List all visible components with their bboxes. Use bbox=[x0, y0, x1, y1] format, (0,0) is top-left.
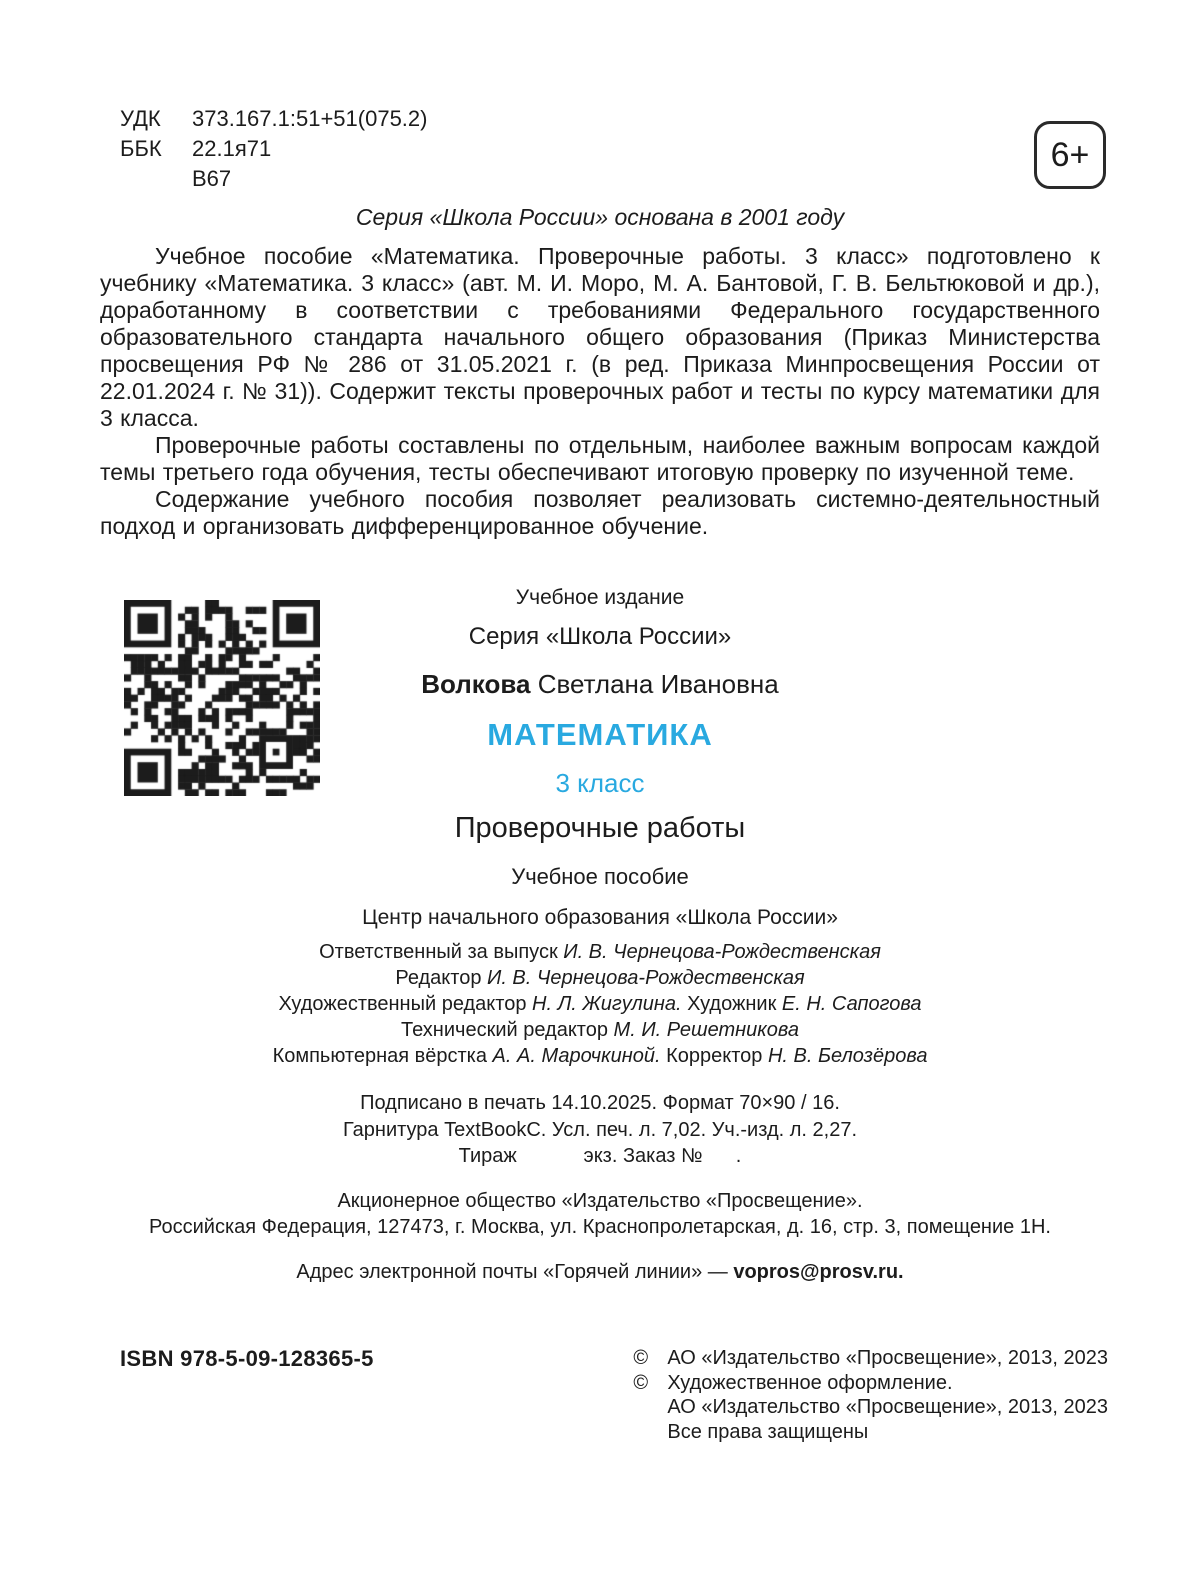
qr-code-image bbox=[124, 600, 320, 796]
credit-line bbox=[0, 965, 1200, 991]
age-rating-badge: 6+ bbox=[1034, 121, 1106, 189]
copyright-text: АО «Издательство «Просвещение», 2013, 2023 bbox=[667, 1347, 1108, 1369]
copyright-text: Художественное оформление. bbox=[667, 1371, 953, 1394]
credit-name: Е. Н. Сапогова bbox=[781, 993, 922, 1015]
print-date-format-line: Подписано в печать 14.10.2025. Формат 70×90 / 16. bbox=[360, 1092, 840, 1114]
copyright-spacer bbox=[633, 1420, 667, 1445]
typeface-volume-line: Гарнитура TextBookC. Усл. печ. л. 7,02. Уч.-изд. л. 2,27. bbox=[342, 1118, 858, 1141]
series-name: Серия «Школа России» bbox=[468, 623, 732, 650]
hotline-email: vopros@prosv.ru. bbox=[733, 1260, 904, 1283]
credit-role: Ответственный за выпуск bbox=[319, 941, 558, 963]
credit-role: Художник bbox=[687, 993, 777, 1015]
credit-role: Редактор bbox=[395, 967, 482, 989]
credit-role: Компьютерная вёрстка bbox=[272, 1045, 487, 1067]
imprint-block bbox=[0, 586, 1200, 1284]
annotation-paragraph: Проверочные работы составлены по отдельным, наиболее важным вопросам каждой темы третьего года обучения, тесты обеспечивают итоговую проверку по изученной теме. bbox=[100, 432, 1100, 485]
copyright-block bbox=[633, 1346, 1108, 1444]
copyright-icon: © bbox=[633, 1371, 649, 1394]
publisher-address: Российская Федерация, 127473, г. Москва, ул. Краснопролетарская, д. 16, стр. 3, помещение 1Н. bbox=[149, 1215, 1051, 1238]
copyright-line bbox=[633, 1395, 1108, 1420]
bbk-label: ББК bbox=[120, 136, 162, 161]
annotation-paragraph: Учебное пособие «Математика. Проверочные работы. 3 класс» подготовлено к учебнику «Математика. 3 класс» (авт. М. И. Моро, М. А. Бантовой, Г. В. Бельтюковой и др.), доработанному в соответствии с требованиями Федерального государственного образовательного стандарта начального общего образования (Приказ Министерства просвещения РФ № 286 от 31.05.2021 г. (в ред. Приказа Минпросвещения России от 22.01.2024 г. № 31)). Содержит тексты проверочных работ и тесты по курсу математики для 3 класса. bbox=[100, 243, 1100, 431]
copyright-text: Все права защищены bbox=[667, 1420, 869, 1443]
annotation-paragraph: Содержание учебного пособия позволяет реализовать системно-деятельностный подход и организовать дифференцированное обучение. bbox=[100, 486, 1100, 539]
author-given-name: Светлана Ивановна bbox=[537, 669, 779, 699]
credit-name: И. В. Чернецова-Рождественская bbox=[487, 967, 805, 989]
book-title: МАТЕМАТИКА bbox=[487, 717, 713, 752]
copyright-text: АО «Издательство «Просвещение», 2013, 2023 bbox=[667, 1396, 1108, 1418]
isbn: ISBN 978-5-09-128365-5 bbox=[120, 1346, 374, 1371]
copyright-line bbox=[633, 1420, 1108, 1445]
author-code: В67 bbox=[192, 166, 232, 191]
udk-label: УДК bbox=[120, 106, 161, 131]
hotline-email-line bbox=[0, 1261, 1200, 1284]
grade-level: 3 класс bbox=[555, 768, 645, 798]
annotation-block bbox=[100, 243, 1100, 540]
footer-row bbox=[120, 1346, 1108, 1444]
edition-type: Учебное издание bbox=[515, 586, 685, 609]
copyright-line bbox=[633, 1346, 1108, 1371]
publication-kind: Учебное пособие bbox=[511, 864, 689, 889]
credit-role: Художественный редактор bbox=[278, 993, 527, 1015]
qr-code bbox=[124, 600, 320, 796]
copyright-icon: © bbox=[633, 1347, 649, 1369]
credit-name: М. И. Решетникова bbox=[613, 1019, 799, 1041]
credit-line bbox=[0, 991, 1200, 1017]
credit-line bbox=[0, 1017, 1200, 1043]
credit-name: А. А. Марочкиной. bbox=[492, 1045, 661, 1067]
series-founded-note: Серия «Школа России» основана в 2001 году bbox=[355, 204, 845, 230]
credit-role: Корректор bbox=[666, 1045, 763, 1067]
print-info-block bbox=[0, 1090, 1200, 1170]
credit-name: Н. В. Белозёрова bbox=[767, 1045, 928, 1067]
book-subtitle: Проверочные работы bbox=[454, 812, 746, 844]
credit-role: Технический редактор bbox=[401, 1019, 608, 1041]
publisher-name: Акционерное общество «Издательство «Просвещение». bbox=[337, 1189, 863, 1212]
credit-name: И. В. Чернецова-Рождественская bbox=[563, 941, 881, 963]
credits-block bbox=[0, 939, 1200, 1069]
udk-value: 373.167.1:51+51(075.2) bbox=[192, 106, 428, 131]
hotline-label: Адрес электронной почты «Горячей линии» — bbox=[296, 1260, 728, 1283]
credit-line bbox=[0, 939, 1200, 965]
bbk-value: 22.1я71 bbox=[192, 136, 272, 161]
copyright-spacer bbox=[633, 1395, 667, 1420]
copyright-line bbox=[633, 1371, 1108, 1396]
publisher-block bbox=[0, 1188, 1200, 1240]
print-run-line: Тираж экз. Заказ № . bbox=[458, 1145, 742, 1167]
credit-line bbox=[0, 1043, 1200, 1069]
education-center-line: Центр начального образования «Школа России» bbox=[362, 906, 838, 929]
credit-name: Н. Л. Жигулина. bbox=[532, 993, 682, 1015]
author-surname: Волкова bbox=[421, 669, 531, 699]
